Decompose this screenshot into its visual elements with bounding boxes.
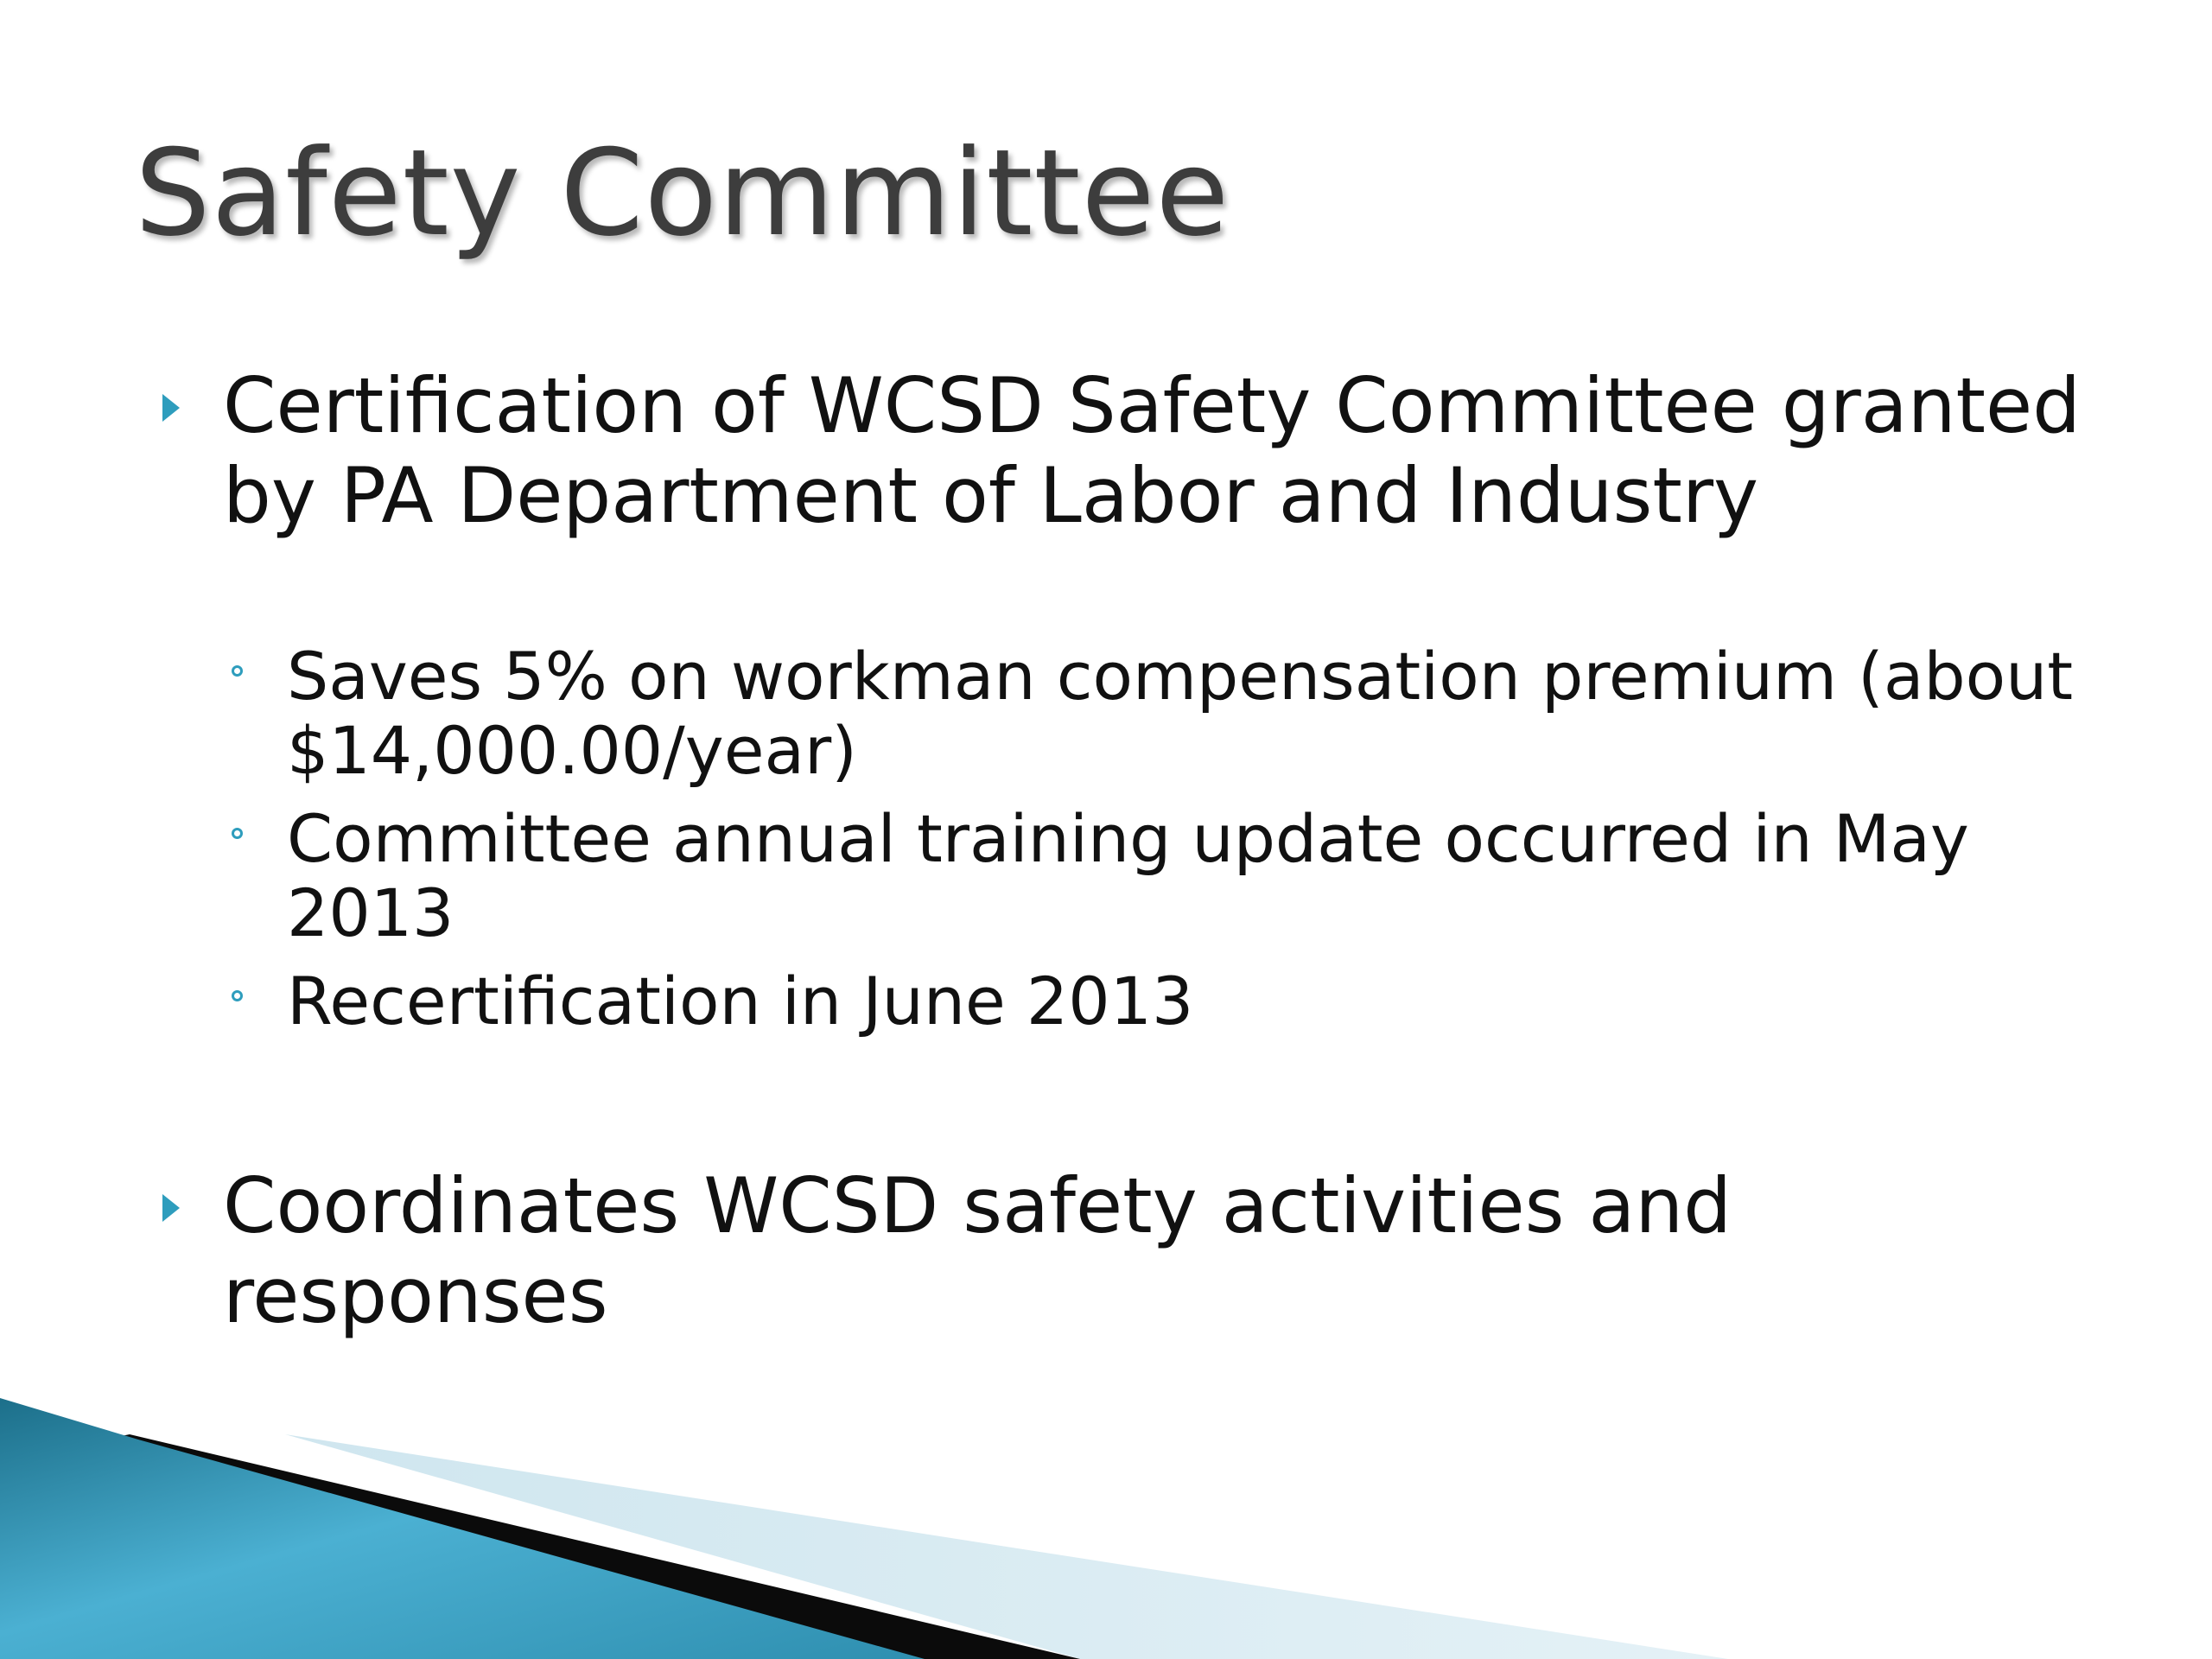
bullet-item <box>223 361 2124 541</box>
circle-bullet-icon <box>232 828 243 839</box>
circle-bullet-icon <box>232 990 243 1001</box>
slide-title: Safety Committee <box>135 124 1230 263</box>
sub-bullet-item <box>287 802 2145 950</box>
bullet-text: Coordinates WCSD safety activities and responses <box>223 1161 1732 1340</box>
sub-bullet-text: Committee annual training update occurred in May 2013 <box>287 800 1969 951</box>
sub-bullet-text: Recertification in June 2013 <box>287 963 1194 1039</box>
sub-bullet-text: Saves 5% on workman compensation premium (about $14,000.00/year) <box>287 638 2074 789</box>
circle-bullet-icon <box>232 665 243 677</box>
triangle-bullet-icon <box>162 394 180 422</box>
triangle-bullet-icon <box>162 1194 180 1222</box>
bullet-item <box>223 1161 2124 1341</box>
sub-bullet-item <box>287 639 2145 788</box>
bullet-text: Certification of WCSD Safety Committee granted by PA Department of Labor and Industry <box>223 361 2081 540</box>
decorative-swoosh <box>0 1382 2212 1659</box>
sub-bullet-item <box>287 964 2145 1039</box>
